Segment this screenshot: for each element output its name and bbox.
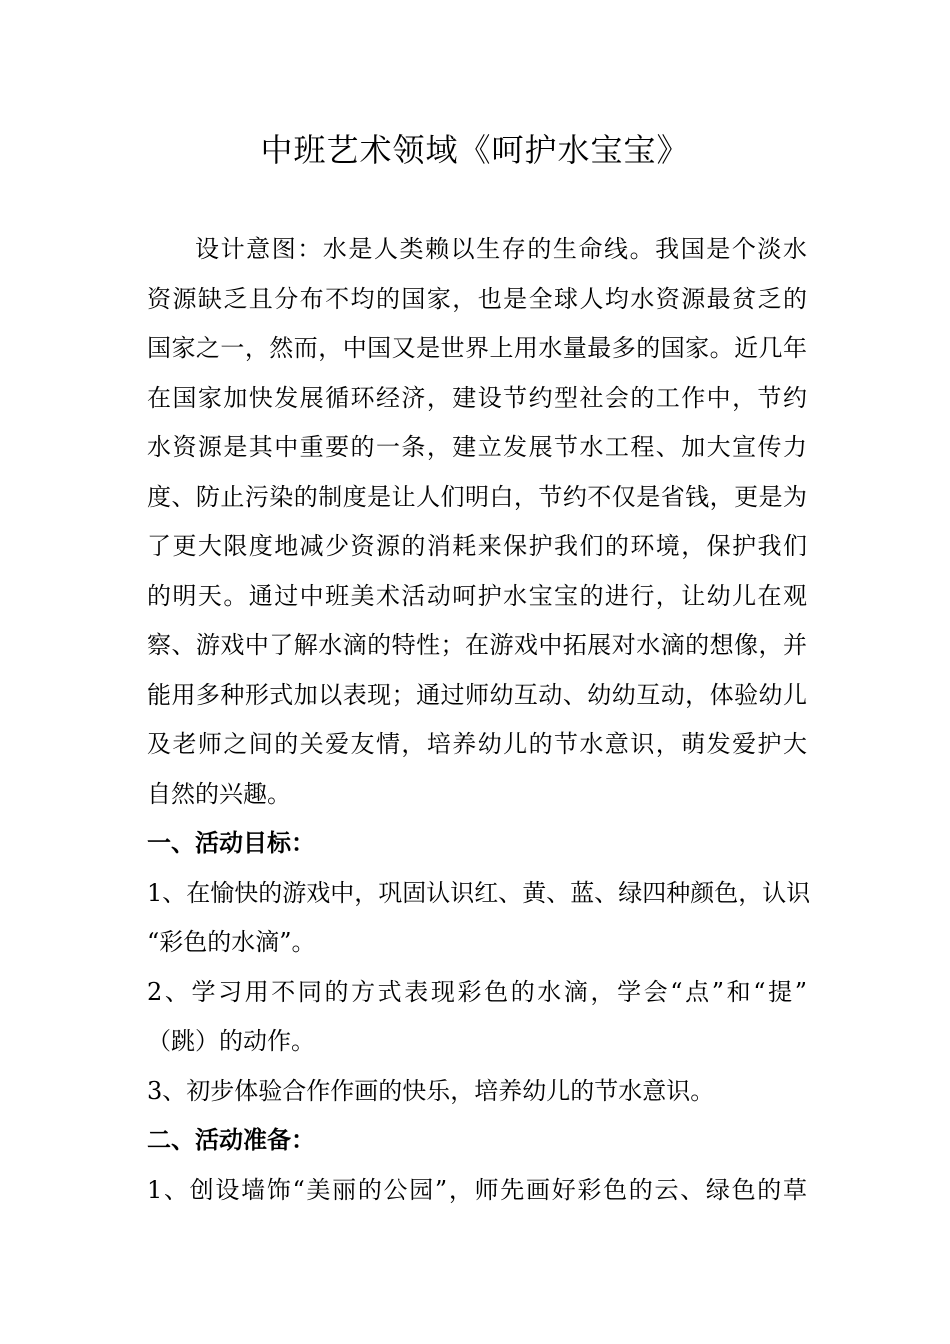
paragraph-line: 资源缺乏且分布不均的国家，也是全球人均水资源最贫乏的 bbox=[147, 284, 807, 313]
goal-item-1-continued: “彩色的水滴”。 bbox=[147, 928, 316, 956]
paragraph-line: 自然的兴趣。 bbox=[147, 779, 291, 808]
goal-item-3: 3、初步体验合作作画的快乐，培养幼儿的节水意识。 bbox=[147, 1076, 715, 1105]
paragraph-line: 水资源是其中重要的一条，建立发展节水工程、加大宣传力 bbox=[147, 433, 807, 461]
paragraph-line: 设计意图：水是人类赖以生存的生命线。我国是个淡水 bbox=[195, 235, 807, 263]
section-heading-goals: 一、活动目标： bbox=[147, 829, 315, 857]
paragraph-line: 了更大限度地减少资源的消耗来保护我们的环境，保护我们 bbox=[147, 532, 807, 560]
paragraph-line: 度、防止污染的制度是让人们明白，节约不仅是省钱，更是为 bbox=[147, 482, 807, 511]
paragraph-line: 的明天。通过中班美术活动呵护水宝宝的进行，让幼儿在观 bbox=[147, 581, 807, 610]
paragraph-line: 能用多种形式加以表现；通过师幼互动、幼幼互动，体验幼儿 bbox=[147, 680, 807, 709]
goal-item-2: 2、学习用不同的方式表现彩色的水滴，学会“点”和“提” bbox=[147, 977, 807, 1006]
goal-item-1: 1、在愉快的游戏中，巩固认识红、黄、蓝、绿四种颜色，认识 bbox=[147, 878, 811, 907]
document-title: 中班艺术领域《呵护水宝宝》 bbox=[260, 131, 690, 169]
goal-item-2-continued: （跳）的动作。 bbox=[147, 1027, 315, 1055]
paragraph-line: 察、游戏中了解水滴的特性；在游戏中拓展对水滴的想像，并 bbox=[147, 631, 807, 659]
section-heading-preparation: 二、活动准备： bbox=[147, 1126, 315, 1154]
paragraph-line: 及老师之间的关爱友情，培养幼儿的节水意识，萌发爱护大 bbox=[147, 730, 807, 758]
document-body bbox=[147, 225, 811, 1215]
paragraph-line: 国家之一，然而，中国又是世界上用水量最多的国家。近几年 bbox=[147, 334, 807, 362]
paragraph-line: 在国家加快发展循环经济，建设节约型社会的工作中，节约 bbox=[147, 383, 807, 412]
preparation-item-1: 1、创设墙饰“美丽的公园”，师先画好彩色的云、绿色的草 bbox=[147, 1175, 807, 1204]
